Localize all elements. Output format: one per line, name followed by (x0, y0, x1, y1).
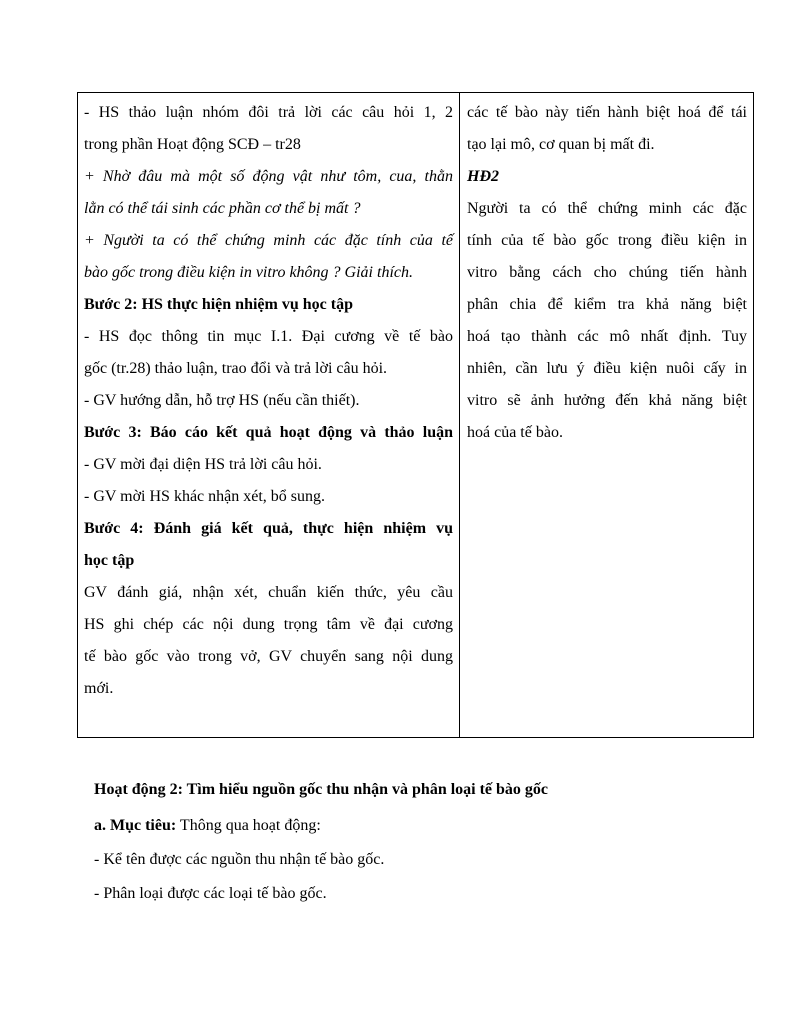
hd2-answer-line-3: vitro bằng cách cho chúng tiến hành (467, 264, 747, 281)
objective-line (94, 809, 754, 843)
step-3-item-2: - GV mời HS khác nhận xét, bổ sung. (84, 488, 326, 505)
lesson-table (77, 92, 754, 738)
step-3-heading: Bước 3: Báo cáo kết quả hoạt động và thảo luận (84, 424, 453, 441)
step-4-body-line-4: mới. (84, 680, 114, 697)
objective-label: a. Mục tiêu: (94, 817, 177, 834)
question-instruction-line-1: - HS thảo luận nhóm đôi trả lời các câu hỏi 1, 2 (84, 104, 453, 121)
step-4-heading-line-1: Bước 4: Đánh giá kết quả, thực hiện nhiệm vụ (84, 520, 453, 537)
expected-products-column (460, 93, 753, 737)
question-1-line-1: + Nhờ đâu mà một số động vật như tôm, cua, thằn (84, 168, 453, 185)
step-2-item-1-line-1: - HS đọc thông tin mục I.1. Đại cương về tế bào (84, 328, 453, 345)
question-2-line-2: bào gốc trong điều kiện in vitro không ? Giải thích. (84, 264, 413, 281)
step-2-heading: Bước 2: HS thực hiện nhiệm vụ học tập (84, 296, 353, 313)
hd2-answer-line-4: phân chia để kiểm tra khả năng biệt (467, 296, 747, 313)
teacher-student-activities-column (78, 93, 460, 737)
hd2-answer-line-2: tính của tế bào gốc trong điều kiện in (467, 232, 747, 249)
activity-2-section (94, 773, 754, 911)
continuation-line-1: các tế bào này tiến hành biệt hoá để tái (467, 104, 747, 121)
step-4-body-line-2: HS ghi chép các nội dung trọng tâm về đại cương (84, 616, 453, 633)
step-4-body-line-3: tế bào gốc vào trong vở, GV chuyển sang nội dung (84, 648, 453, 665)
continuation-line-2: tạo lại mô, cơ quan bị mất đi. (467, 136, 655, 153)
step-3-item-1: - GV mời đại diện HS trả lời câu hỏi. (84, 456, 322, 473)
hd2-answer-line-1: Người ta có thể chứng minh các đặc (467, 200, 747, 217)
activity-2-heading: Hoạt động 2: Tìm hiểu nguồn gốc thu nhận và phân loại tế bào gốc (94, 781, 549, 798)
hd2-answer-line-6: nhiên, cần lưu ý điều kiện nuôi cấy in (467, 360, 747, 377)
hd2-answer-line-8: hoá của tế bào. (467, 424, 563, 441)
step-4-heading-line-2: học tập (84, 552, 135, 569)
question-1-line-2: lằn có thể tái sinh các phần cơ thể bị mất ? (84, 200, 361, 217)
objective-text: Thông qua hoạt động: (176, 817, 321, 834)
question-2-line-1: + Người ta có thể chứng minh các đặc tính của tế (84, 232, 453, 249)
hd2-answer-line-5: hoá tạo thành các mô nhất định. Tuy (467, 328, 747, 345)
question-instruction-line-2: trong phần Hoạt động SCĐ – tr28 (84, 136, 301, 153)
objective-item-1: - Kể tên được các nguồn thu nhận tế bào gốc. (94, 851, 385, 868)
objective-item-2: - Phân loại được các loại tế bào gốc. (94, 885, 327, 902)
hd2-answer-line-7: vitro sẽ ảnh hưởng đến khả năng biệt (467, 392, 747, 409)
step-4-body-line-1: GV đánh giá, nhận xét, chuẩn kiến thức, yêu cầu (84, 584, 453, 601)
hd2-heading: HĐ2 (467, 168, 499, 185)
step-2-item-1-line-2: gốc (tr.28) thảo luận, trao đổi và trả lời câu hỏi. (84, 360, 388, 377)
step-2-item-2: - GV hướng dẫn, hỗ trợ HS (nếu cần thiết). (84, 392, 360, 409)
